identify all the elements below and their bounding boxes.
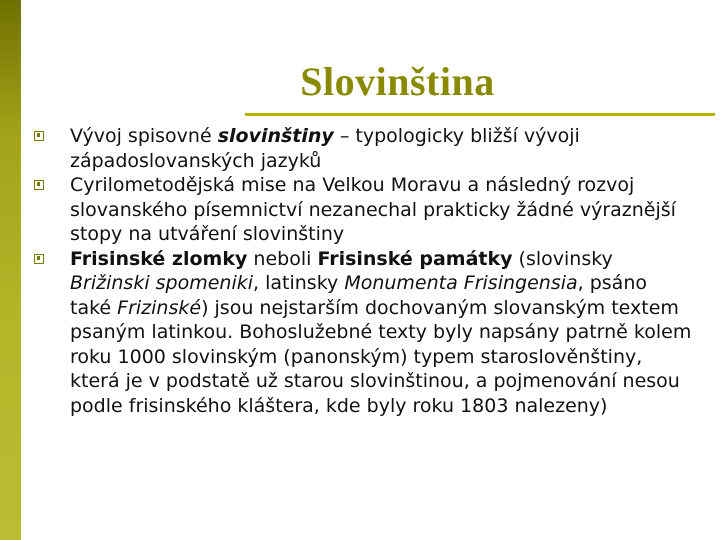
text-run: Vývoj spisovné (70, 125, 218, 147)
slide-title: Slovinština (300, 59, 495, 104)
title-underline (245, 113, 715, 116)
bullet-list (34, 124, 694, 418)
text-run: Cyrilometodějská mise na Velkou Moravu a následný rozvoj slovanského písemnictví nezanechal prakticky žádné výraznější stopy na utváření slovinštiny (70, 174, 676, 245)
text-run: , latinsky (253, 272, 345, 294)
square-bullet-icon (34, 131, 44, 141)
bullet-text (70, 174, 676, 245)
text-run: neboli (247, 247, 318, 270)
bullet-item (34, 124, 694, 173)
bullet-text (70, 248, 691, 417)
text-run-bold: Frisinské památky (317, 247, 513, 270)
bullet-text (70, 125, 580, 172)
square-bullet-icon (34, 180, 44, 190)
text-run-italic: Monumenta Frisingensia (344, 272, 578, 294)
text-run-italic: Brižinski spomeniki (70, 272, 254, 294)
text-run: (slovinsky (512, 247, 613, 270)
text-run-bold: Frisinské zlomky (70, 247, 248, 270)
text-run: ) jsou nejstarším dochovaným slovanským textem psaným latinkou. Bohoslužebné texty byly napsány patrně kolem roku 1000 slovinským (panonským) typem staroslověnštiny, která je v podstatě už starou slovinštinou, a pojmenování nesou podle frisinského kláštera, kde byly roku 1803 nalezeny) (70, 296, 692, 417)
bullet-item (34, 173, 694, 247)
text-run: – typologicky bližší vývoji západoslovanských jazyků (70, 125, 580, 172)
text-run: , psáno také (70, 272, 647, 319)
bullet-item (34, 247, 694, 419)
text-run-bold-italic: slovinštiny (217, 125, 334, 147)
text-run-italic: Frizinské (117, 296, 202, 319)
square-bullet-icon (34, 254, 44, 264)
